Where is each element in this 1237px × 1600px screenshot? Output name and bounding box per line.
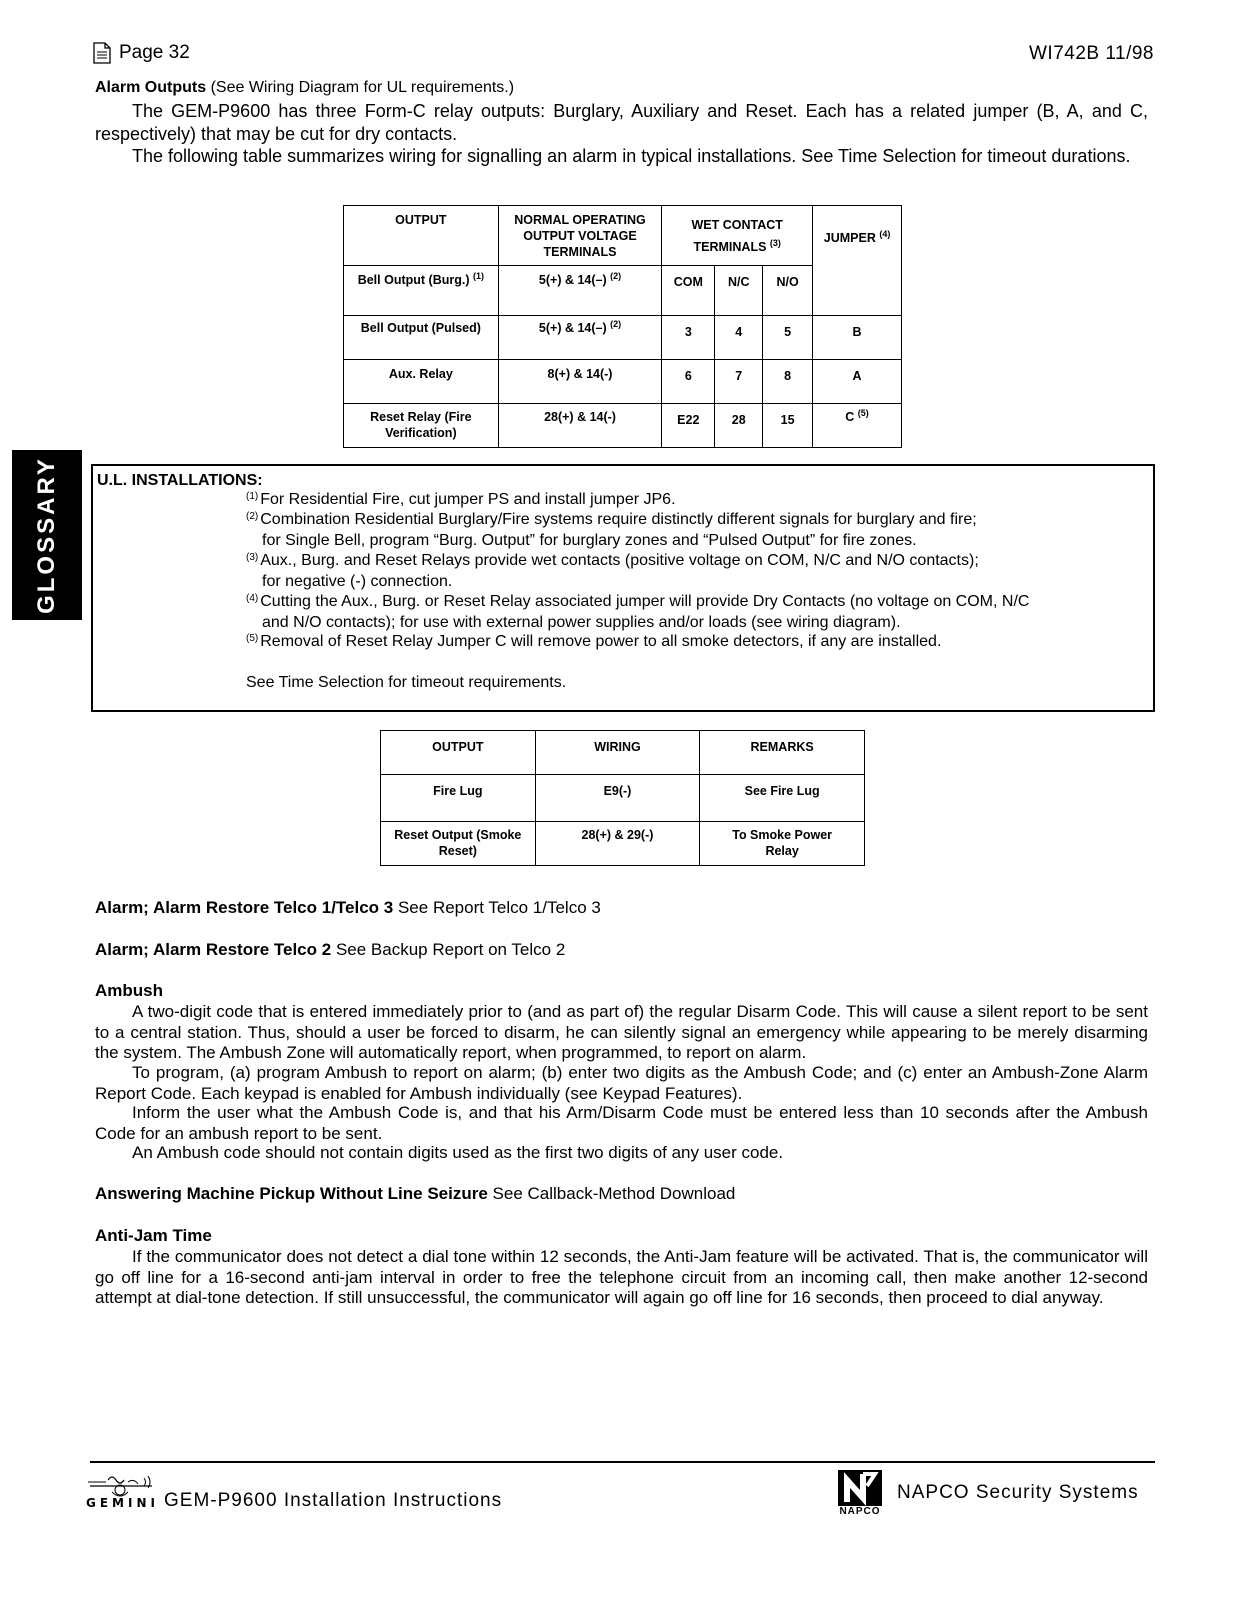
t2-row1-output: Fire Lug	[381, 775, 536, 822]
antijam-para1: If the communicator does not detect a dial tone within 12 seconds, the Anti-Jam feature will be activated. That is, the communicator will go off line for a 16-second anti-jam interval in order to free the telephone circuit from an incoming call, then make another 12-second attempt at dial-tone detection. If still unsuccessful, the communicator will again go off line for 16 seconds, then proceed to dial anyway.	[95, 1247, 1148, 1307]
entry-ambush-title	[95, 981, 163, 1002]
ul-note-3-text-cont: for negative (-) connection.	[262, 572, 453, 590]
ambush-para3: Inform the user what the Ambush Code is, and that his Arm/Disarm Code must be entered less than 10 seconds after the Ambush Code for an ambush report to be sent.	[95, 1103, 1148, 1143]
ul-note-2	[246, 510, 977, 551]
t2-row1-remarks: See Fire Lug	[700, 775, 865, 822]
wet-contact-label: WET CONTACT TERMINALS	[691, 218, 783, 254]
antijam-title-text: Anti-Jam Time	[95, 1226, 212, 1245]
row4-jumper-label: C	[845, 410, 855, 424]
row3-normal: 8(+) & 14(-)	[498, 360, 662, 404]
row2-nc: 4	[715, 316, 763, 360]
doc-id: WI742B 11/98	[1028, 43, 1154, 64]
ul-note-4-text: Cutting the Aux., Burg. or Reset Relay associated jumper will provide Dry Contacts (no voltage on COM, N/C	[260, 593, 1030, 610]
ul-note-5	[246, 632, 941, 653]
ul-note-2-sup: (2)	[246, 511, 259, 522]
ul-note-1-text: For Residential Fire, cut jumper PS and install jumper JP6.	[260, 491, 676, 508]
t2-header-wiring: WIRING	[535, 731, 700, 775]
entry-telco2-title: Alarm; Alarm Restore Telco 2	[95, 940, 332, 959]
row1-output-label: Bell Output (Burg.)	[357, 273, 470, 287]
alarm-output-table	[343, 205, 902, 448]
ul-note-2-text-cont: for Single Bell, program “Burg. Output” for burglary zones and “Pulsed Output” for fire zones.	[262, 531, 917, 549]
ambush-para1: A two-digit code that is entered immediately prior to (and as part of) the regular Disarm Code. This will cause a silent report to be sent to a central station. Thus, should a user be forced to disarm, he can silently signal an emergency while appearing to be merely disarming the system. The Ambush Zone will automatically report, when programmed, to report on alarm.	[95, 1002, 1148, 1062]
page-number: Page 32	[119, 42, 190, 63]
glossary-tab-label: GLOSSARY	[33, 456, 60, 614]
row3-no: 8	[763, 360, 813, 404]
ul-note-5-sup: (5)	[246, 633, 259, 644]
col-header-wet-contact	[662, 206, 813, 266]
row2-no: 5	[763, 316, 813, 360]
entry-answering-title: Answering Machine Pickup Without Line Seizure	[95, 1184, 488, 1203]
row3-jumper: A	[813, 360, 902, 404]
row1-output	[344, 266, 499, 316]
footer-rule	[90, 1461, 1155, 1463]
t2-row1-wiring: E9(-)	[535, 775, 700, 822]
row2-normal	[498, 316, 662, 360]
alarm-outputs-note: (See Wiring Diagram for UL requirements.)	[210, 79, 515, 96]
row4-no: 15	[763, 404, 813, 448]
row1-normal	[498, 266, 662, 316]
ul-note-3	[246, 551, 979, 592]
row4-normal: 28(+) & 14(-)	[498, 404, 662, 448]
entry-answering	[95, 1184, 735, 1205]
jumper-sup: (4)	[879, 228, 891, 239]
row4-nc: 28	[715, 404, 763, 448]
col-header-nc: N/C	[715, 266, 763, 316]
row3-nc: 7	[715, 360, 763, 404]
ul-note-1-sup: (1)	[246, 491, 259, 502]
row2-jumper: B	[813, 316, 902, 360]
row2-com: 3	[662, 316, 715, 360]
alarm-outputs-para2: The following table summarizes wiring for signalling an alarm in typical installations. See Time Selection for timeout durations.	[132, 146, 1131, 166]
gemini-logo	[86, 1472, 158, 1512]
alarm-outputs-title: Alarm Outputs	[95, 79, 207, 96]
row3-output: Aux. Relay	[344, 360, 499, 404]
ul-note-4-sup: (4)	[246, 593, 259, 604]
ul-title: U.L. INSTALLATIONS:	[97, 472, 263, 489]
ul-note-1	[246, 490, 676, 511]
wet-contact-sup: (3)	[769, 237, 781, 248]
entry-telco13-ref: See Report Telco 1/Telco 3	[397, 898, 601, 917]
ul-note-3-sup: (3)	[246, 552, 259, 563]
alarm-outputs-heading	[95, 78, 514, 99]
ul-note-2-text: Combination Residential Burglary/Fire systems require distinctly different signals for burglary and fire;	[260, 511, 977, 528]
row4-jumper-sup: (5)	[857, 407, 869, 418]
row4-jumper	[813, 404, 902, 448]
jumper-label: JUMPER	[823, 231, 876, 245]
entry-answering-ref: See Callback-Method Download	[492, 1184, 736, 1203]
ambush-para4: An Ambush code should not contain digits used as the first two digits of any user code.	[132, 1143, 784, 1162]
ul-note-4-text-cont: and N/O contacts); for use with external power supplies and/or loads (see wiring diagram).	[262, 613, 901, 631]
entry-telco13	[95, 898, 601, 919]
footer-left-text: GEM-P9600 Installation Instructions	[164, 1490, 503, 1511]
col-header-jumper	[813, 206, 902, 316]
ul-note-5-text: Removal of Reset Relay Jumper C will remove power to all smoke detectors, if any are installed.	[260, 633, 942, 650]
row2-normal-label: 5(+) & 14(–)	[538, 321, 607, 335]
entry-antijam-title	[95, 1226, 212, 1247]
row2-output: Bell Output (Pulsed)	[344, 316, 499, 360]
row4-output: Reset Relay (Fire Verification)	[344, 404, 499, 448]
entry-telco2	[95, 940, 565, 961]
col-header-normal-voltage: NORMAL OPERATING OUTPUT VOLTAGE TERMINALS	[498, 206, 662, 266]
col-header-output: OUTPUT	[344, 206, 499, 266]
row1-normal-label: 5(+) & 14(–)	[538, 273, 607, 287]
ul-see-time: See Time Selection for timeout requirements.	[246, 674, 567, 691]
ul-note-3-text: Aux., Burg. and Reset Relays provide wet contacts (positive voltage on COM, N/C and N/O contacts);	[260, 552, 979, 569]
entry-telco13-title: Alarm; Alarm Restore Telco 1/Telco 3	[95, 898, 394, 917]
napco-logo	[833, 1468, 887, 1520]
footer-right-text: NAPCO Security Systems	[897, 1482, 1139, 1503]
fire-output-table	[380, 730, 865, 866]
row2-normal-sup: (2)	[610, 318, 622, 329]
col-header-no: N/O	[763, 266, 813, 316]
napco-logo-text: NAPCO	[839, 1506, 881, 1517]
alarm-outputs-para1: The GEM-P9600 has three Form-C relay outputs: Burglary, Auxiliary and Reset. Each has a related jumper (B, A, and C, respectively) that may be cut for dry contacts.	[95, 101, 1148, 144]
row1-output-sup: (1)	[472, 270, 484, 281]
page-icon	[93, 42, 111, 69]
ambush-title-text: Ambush	[95, 981, 163, 1000]
t2-row2-wiring: 28(+) & 29(-)	[535, 822, 700, 866]
glossary-tab	[12, 450, 82, 620]
t2-row2-output: Reset Output (Smoke Reset)	[381, 822, 536, 866]
col-header-com: COM	[662, 266, 715, 316]
ul-note-4	[246, 592, 1029, 633]
gemini-logo-text: GEMINI	[86, 1496, 159, 1510]
t2-header-remarks: REMARKS	[700, 731, 865, 775]
t2-row2-remarks: To Smoke Power Relay	[700, 822, 865, 866]
t2-header-output: OUTPUT	[381, 731, 536, 775]
row4-com: E22	[662, 404, 715, 448]
row3-com: 6	[662, 360, 715, 404]
ambush-para2: To program, (a) program Ambush to report on alarm; (b) enter two digits as the Ambush Code; and (c) enter an Ambush-Zone Alarm Report Code. Each keypad is enabled for Ambush individually (see Keypad Features).	[95, 1063, 1148, 1103]
entry-telco2-ref: See Backup Report on Telco 2	[335, 940, 566, 959]
row1-normal-sup: (2)	[610, 270, 622, 281]
